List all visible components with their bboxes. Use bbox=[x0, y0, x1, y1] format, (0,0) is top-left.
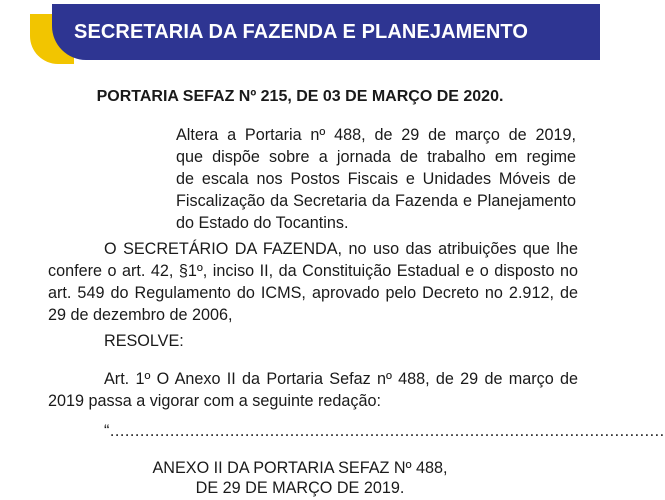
preambulo-line: O SECRETÁRIO DA FAZENDA, no uso das atribuições que lhe bbox=[104, 240, 578, 258]
header bbox=[0, 0, 600, 70]
article-1 bbox=[48, 368, 578, 412]
article-1-line: Art. 1º O Anexo II da Portaria Sefaz nº 488, de 29 de março de bbox=[104, 370, 578, 388]
header-band bbox=[52, 4, 600, 60]
header-title: SECRETARIA DA FAZENDA E PLANEJAMENTO bbox=[74, 20, 529, 43]
resolve-heading: RESOLVE: bbox=[104, 332, 184, 350]
anexo-title-line: ANEXO II DA PORTARIA SEFAZ Nº 488, bbox=[152, 459, 448, 477]
preambulo bbox=[48, 238, 578, 326]
ementa-line: de escala nos Postos Fiscais e Unidades Móveis de bbox=[176, 170, 576, 188]
ementa-line: do Estado do Tocantins. bbox=[176, 214, 349, 232]
preambulo-line: confere o art. 42, §1º, inciso II, da Constituição Estadual e o disposto no bbox=[48, 262, 578, 280]
preambulo-line: art. 549 do Regulamento do ICMS, aprovado pelo Decreto no 2.912, de bbox=[48, 284, 578, 302]
dotted-continuation: “............................................................................................................... bbox=[104, 422, 665, 440]
ementa-line: Altera a Portaria nº 488, de 29 de março de 2019, bbox=[176, 126, 576, 144]
article-1-line: 2019 passa a vigorar com a seguinte redação: bbox=[48, 392, 381, 410]
portaria-title: PORTARIA SEFAZ Nº 215, DE 03 DE MARÇO DE 2020. bbox=[96, 88, 504, 105]
ementa-line: Fiscalização da Secretaria da Fazenda e Planejamento bbox=[176, 192, 576, 210]
anexo-title-line: DE 29 DE MARÇO DE 2019. bbox=[195, 479, 405, 497]
ementa-line: que dispõe sobre a jornada de trabalho em regime bbox=[176, 148, 576, 166]
anexo-title bbox=[0, 458, 600, 498]
preambulo-line: 29 de dezembro de 2006, bbox=[48, 306, 233, 324]
ementa bbox=[176, 124, 576, 234]
